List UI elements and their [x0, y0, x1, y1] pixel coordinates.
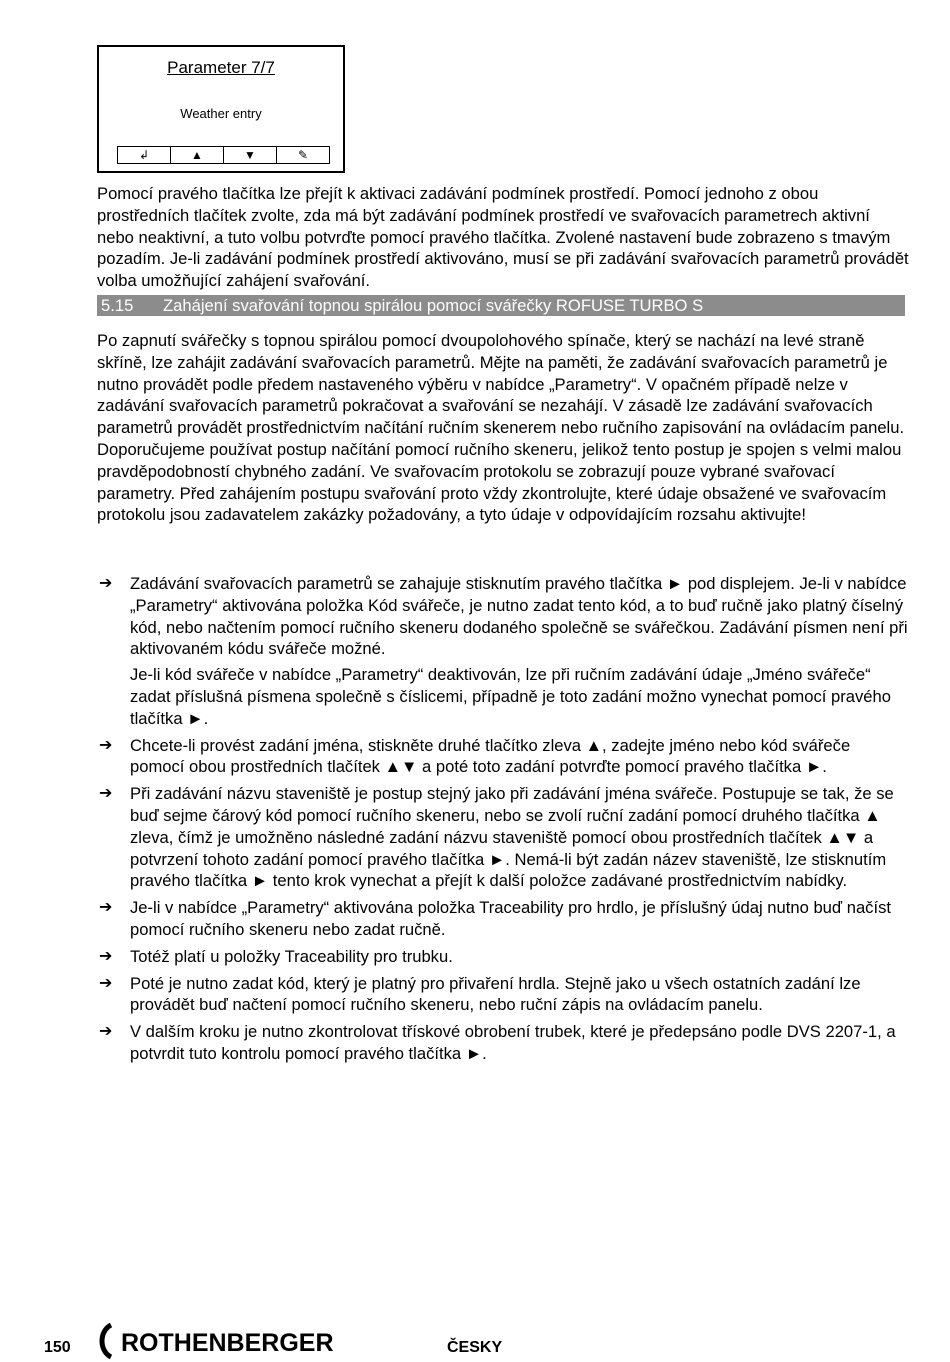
arrow-bullet-icon: ➔ — [99, 974, 113, 992]
section-number: 5.15 — [101, 296, 134, 315]
arrow-bullet-icon: ➔ — [99, 575, 113, 592]
main-paragraph: Po zapnutí svářečky s topnou spirálou pomocí dvoupolohového spínače, který se nachází na levé straně skříně, lze zahájit zadávání svařovacích parametrů. Mějte na paměti, že zadávání svařovacích parametrů je nutno provádět podle předem nastaveného výběru v nabídce „Parametry“. V opačném případě nelze v zadávání svařovacích parametrů pokračovat a svařování se nezahájí. V zásadě lze zadávání svařovacích parametrů provádět prostřednictvím načítání ručním skenerem nebo ručního zapisování na ovládacím panelu. Doporučujeme používat postup načítání pomocí ručního skeneru, jelikož tento postup je spojen s velmi malou pravděpodobností chybného zadání. Ve svařovacím protokolu se zobrazují pouze vybrané svařovací parametry. Před zahájením postupu svařování proto vždy zkontrolujte, které údaje obsažené ve svařovacím protokolu jsou zadavatelem zakázky požadovány, a tyto údaje v odpovídajícím rozsahu aktivujte! — [97, 331, 905, 525]
list-item-text: Totéž platí u položky Traceability pro trubku. — [130, 946, 453, 966]
list-item-subtext: Je-li kód svářeče v nabídce „Parametry“ deaktivován, lze při ručním zadávání údaje „Jméno svářeče“ zadat příslušná písmena společně s číslicemi, případně je toto zadání možno vynechat pomocí pravého tlačítka ►. — [130, 665, 891, 728]
list-item-text: Chcete-li provést zadání jména, stiskněte druhé tlačítko zleva ▲, zadejte jméno nebo kód svářeče pomocí obou prostředních tlačítek ▲▼ a poté toto zadání potvrďte pomocí pravého tlačítka ►. — [130, 735, 851, 777]
enter-key-icon: ↲ — [118, 147, 171, 163]
arrow-bullet-icon: ➔ — [99, 899, 113, 917]
logo-text: ROTHENBERGER — [121, 1329, 334, 1357]
footer-language: ČESKY — [447, 1339, 503, 1356]
rothenberger-logo — [97, 1321, 347, 1361]
list-item-text: Při zadávání názvu staveniště je postup stejný jako při zadávání jména svářeče. Postupuje se tak, že se buď sejme čárový kód pomocí ručního skeneru, nebo se zvolí ruční zadání pomocí druhého tlačítka ▲ zleva, čímž je umožněno následné zadání názvu staveniště pomocí obou prostředních tlačítek ▲▼ a potvrzení tohoto zadání pomocí pravého tlačítka ►. Nemá-li být zadán název staveniště, lze stisknutím pravého tlačítka ► tento krok vynechat a přejít k další položce zadávané prostřednictvím nabídky. — [130, 784, 894, 891]
arrow-bullet-icon: ➔ — [99, 947, 113, 965]
list-item — [97, 973, 909, 1017]
section-title: Zahájení svařování topnou spirálou pomocí svářečky ROFUSE TURBO S — [163, 296, 704, 315]
arrow-bullet-icon: ➔ — [99, 736, 113, 754]
list-item — [97, 573, 909, 730]
list-item-text: Je-li v nabídce „Parametry“ aktivována položka Traceability pro hrdlo, je příslušný údaj nutno buď načíst pomocí ručního skeneru nebo zadat ručně. — [130, 898, 891, 939]
instruction-list — [97, 573, 909, 1070]
pencil-edit-key-icon: ✎ — [277, 147, 330, 163]
section-heading — [97, 295, 905, 316]
list-item — [97, 897, 909, 941]
list-item — [97, 783, 909, 892]
list-item-text: Poté je nutno zadat kód, který je platný pro přivaření hrdla. Stejně jako u všech ostatních zadání lze provádět buď načtení pomocí ručního skeneru, nebo ruční zápis na ovládacím panelu. — [130, 973, 861, 1015]
list-item — [97, 735, 909, 779]
display-weather-entry: Weather entry — [180, 106, 262, 121]
arrow-bullet-icon: ➔ — [99, 785, 113, 803]
lcd-display — [97, 45, 345, 173]
list-item-text: Zadávání svařovacích parametrů se zahajuje stisknutím pravého tlačítka ► pod displejem. Je-li v nabídce „Parametry“ aktivována položka Kód svářeče, je nutno zadat tento kód, a to buď ručně jako platný číselný kód, nebo načtením pomocí ručního skeneru dodaného společně se svářečkou. Zadávání písmen není při aktivovaném kódu svářeče možné. — [130, 574, 908, 659]
display-title: Parameter 7/7 — [167, 58, 275, 77]
display-softkeys — [117, 146, 330, 164]
up-arrow-key-icon: ▲ — [171, 147, 224, 163]
down-arrow-key-icon: ▼ — [224, 147, 277, 163]
list-item — [97, 1021, 909, 1065]
list-item-text: V dalším kroku je nutno zkontrolovat třískové obrobení trubek, které je předepsáno podle DVS 2207-1, a potvrdit tuto kontrolu pomocí pravého tlačítka ►. — [130, 1022, 896, 1063]
intro-paragraph: Pomocí pravého tlačítka lze přejít k aktivaci zadávání podmínek prostředí. Pomocí jednoho z obou prostředních tlačítek zvolte, zda má být zadávání podmínek prostředí ve svařovacích parametrech aktivní nebo neaktivní, a tuto volbu potvrďte pomocí pravého tlačítka. Zvolené nastavení bude zobrazeno s tmavým pozadím. Je-li zadávání podmínek prostředí aktivováno, musí se při zadávání svařovacích parametrů provádět volba umožňující zahájení svařování. — [97, 184, 909, 291]
list-item — [97, 946, 909, 968]
arrow-bullet-icon: ➔ — [99, 1023, 113, 1041]
page-number: 150 — [44, 1339, 71, 1356]
